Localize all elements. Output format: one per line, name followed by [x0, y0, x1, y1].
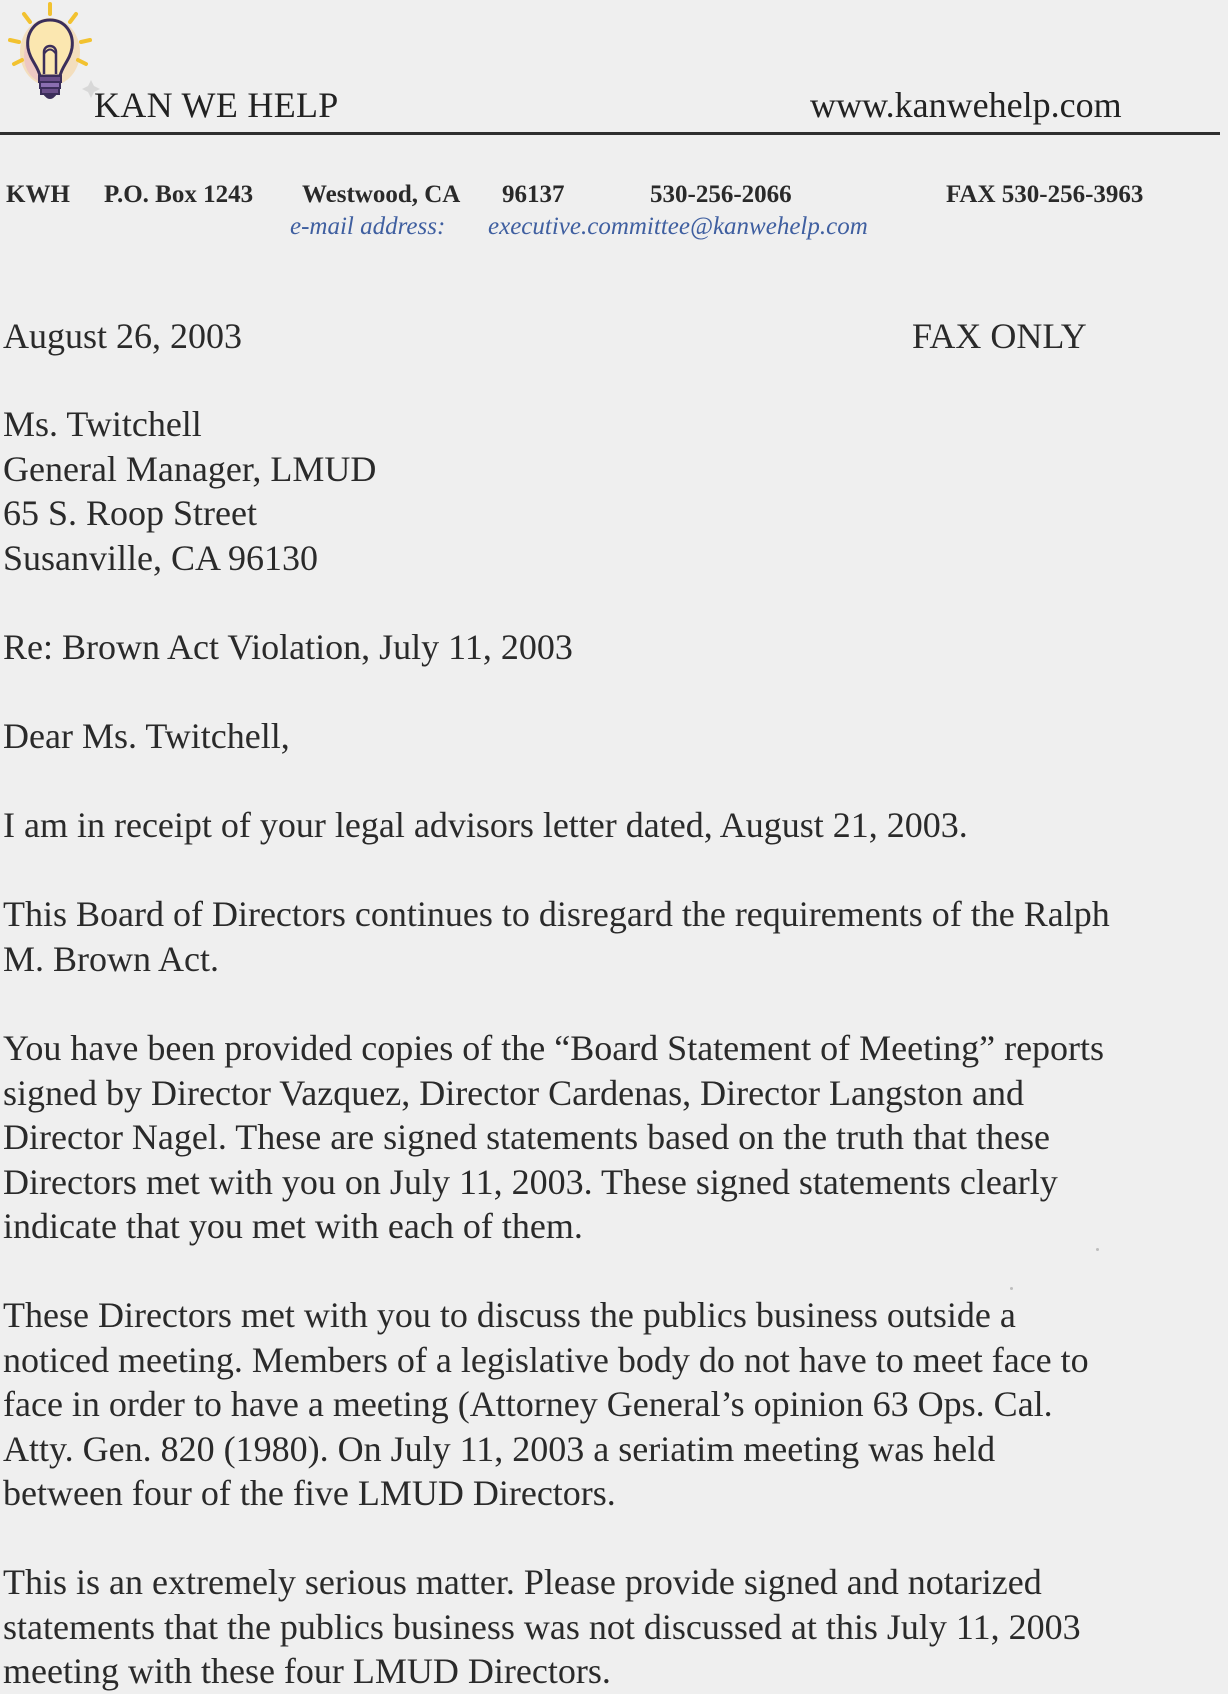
recipient-city: Susanville, CA 96130: [3, 538, 319, 578]
scan-speck: [1010, 1287, 1013, 1290]
paragraph-line: This is an extremely serious matter. Please provide signed and notarized: [3, 1562, 1042, 1602]
paragraph-line: You have been provided copies of the “Board Statement of Meeting” reports: [3, 1028, 1105, 1068]
paragraph-line: M. Brown Act.: [3, 938, 219, 979]
paragraph-line: noticed meeting. Members of a legislative body do not have to meet face to: [3, 1339, 1089, 1380]
paragraph-line: I am in receipt of your legal advisors letter dated, August 21, 2003.: [3, 805, 968, 845]
paragraph-line: This Board of Directors continues to disregard the requirements of the Ralph: [3, 894, 1110, 934]
phone-number: 530-256-2066: [650, 181, 792, 208]
recipient-name: Ms. Twitchell: [3, 404, 202, 444]
paragraph-4: [3, 1293, 1225, 1516]
paragraph-1: [3, 803, 1225, 848]
letterhead-divider: [0, 132, 1220, 135]
email-label: e-mail address:: [290, 213, 446, 240]
zip-code: 96137: [502, 181, 565, 208]
city-state: Westwood, CA: [302, 181, 461, 208]
paragraph-line: statements that the publics business was not discussed at this July 11, 2003: [3, 1606, 1081, 1647]
paragraph-3: [3, 1026, 1225, 1249]
paragraph-line: face in order to have a meeting (Attorney General’s opinion 63 Ops. Cal.: [3, 1384, 1053, 1425]
subject-line: Re: Brown Act Violation, July 11, 2003: [3, 627, 573, 667]
delivery-note: FAX ONLY: [912, 316, 1087, 356]
paragraph-line: indicate that you met with each of them.: [3, 1206, 583, 1247]
letter-date: August 26, 2003: [3, 316, 243, 356]
po-box: P.O. Box 1243: [104, 181, 254, 208]
letterhead: [0, 0, 1228, 140]
recipient-street: 65 S. Roop Street: [3, 493, 258, 533]
paragraph-line: These Directors met with you to discuss the publics business outside a: [3, 1295, 1016, 1335]
paragraph-line: signed by Director Vazquez, Director Cardenas, Director Langston and: [3, 1072, 1024, 1113]
paragraph-line: meeting with these four LMUD Directors.: [3, 1651, 611, 1692]
org-abbreviation: KWH: [6, 181, 70, 208]
paragraph-5: [3, 1560, 1225, 1694]
paragraph-line: Directors met with you on July 11, 2003. These signed statements clearly: [3, 1161, 1058, 1202]
organization-name: KAN WE HELP: [94, 85, 339, 125]
website-url[interactable]: www.kanwehelp.com: [810, 85, 1122, 125]
recipient-title: General Manager, LMUD: [3, 449, 377, 489]
scan-speck: [1096, 1248, 1099, 1251]
paragraph-line: Atty. Gen. 820 (1980). On July 11, 2003 a seriatim meeting was held: [3, 1428, 996, 1469]
salutation: Dear Ms. Twitchell,: [3, 716, 290, 756]
paragraph-line: Director Nagel. These are signed statements based on the truth that these: [3, 1117, 1050, 1158]
paragraph-line: between four of the five LMUD Directors.: [3, 1473, 616, 1514]
paragraph-2: [3, 892, 1225, 981]
email-address[interactable]: executive.committee@kanwehelp.com: [488, 213, 868, 240]
fax-number: FAX 530-256-3963: [946, 181, 1144, 208]
lightbulb-icon: [4, 0, 100, 118]
